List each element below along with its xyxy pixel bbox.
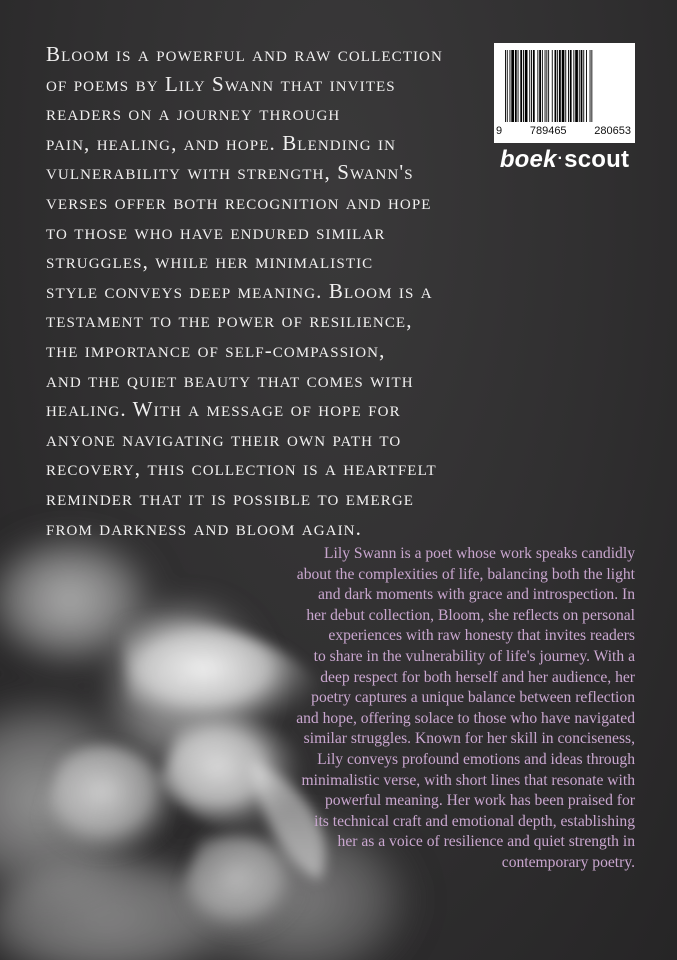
bio-line: experiences with raw honesty that invites readers — [328, 627, 635, 645]
isbn-number — [496, 125, 631, 139]
blurb-line: and the quiet beauty that comes with — [46, 367, 414, 392]
bio-line: her debut collection, Bloom, she reflects on personal — [306, 606, 635, 624]
publisher-name-part1: boek — [499, 146, 557, 173]
blurb-line: recovery, this collection is a heartfelt — [46, 456, 437, 481]
blurb-line: of poems by Lily Swann that invites — [46, 71, 396, 96]
blurb-line: anyone navigating their own path to — [46, 426, 402, 451]
bio-line: and dark moments with grace and introspection. In — [318, 586, 635, 604]
barcode-bar — [581, 50, 583, 122]
barcode-bar — [570, 50, 572, 122]
author-bio — [205, 544, 635, 874]
isbn-left-digits: 789465 — [529, 125, 567, 137]
bio-line: minimalistic verse, with short lines that resonate with — [301, 771, 635, 789]
barcode-bar — [520, 50, 522, 122]
barcode-bar — [515, 50, 517, 122]
barcode-bar — [559, 50, 561, 122]
bio-line: Lily conveys profound emotions and ideas through — [317, 750, 635, 768]
blurb-line: style conveys deep meaning. Bloom is a — [46, 278, 433, 303]
publisher-separator: · — [557, 150, 564, 167]
barcode-bar — [505, 50, 506, 122]
barcode-bar — [548, 50, 549, 122]
barcode-bar — [573, 50, 574, 122]
bio-line: to share in the vulnerability of life's journey. With a — [313, 647, 635, 665]
bio-line: powerful meaning. Her work has been praised for — [324, 792, 635, 810]
blurb-line: to those who have endured similar — [46, 219, 386, 244]
isbn-barcode — [494, 43, 635, 143]
barcode-bar — [518, 50, 519, 122]
book-blurb — [46, 40, 476, 543]
blurb-line: readers on a journey through — [46, 101, 341, 126]
bio-line: poetry captures a unique balance between reflection — [311, 689, 635, 707]
barcode-bar — [542, 50, 543, 122]
barcode-bar — [507, 50, 508, 122]
isbn-right-digits: 280653 — [594, 125, 631, 137]
publisher-logo — [494, 146, 635, 174]
blurb-line: healing. With a message of hope for — [46, 397, 401, 422]
blurb-line: struggles, while her minimalistic — [46, 249, 374, 274]
barcode-bar — [523, 50, 524, 122]
blurb-line: reminder that it is possible to emerge — [46, 485, 415, 510]
barcode-bar — [562, 50, 565, 122]
barcode-bar — [568, 50, 569, 122]
bio-line: deep respect for both herself and her audience, her — [320, 668, 635, 686]
bio-line: its technical craft and emotional depth, establishing — [314, 812, 635, 830]
barcode-bar — [545, 50, 546, 122]
barcode-bar — [586, 50, 587, 122]
barcode-bar — [557, 50, 558, 122]
barcode-bar — [546, 50, 547, 122]
blurb-line: testament to the power of resilience, — [46, 308, 413, 333]
bio-line: and hope, offering solace to those who have navigated — [296, 709, 635, 727]
barcode-bar — [575, 50, 578, 122]
bio-line: contemporary poetry. — [501, 853, 635, 871]
bio-line: her as a voice of resilience and quiet strength in — [337, 833, 635, 851]
barcode-bar — [537, 50, 538, 122]
barcode-bar — [552, 50, 553, 122]
bio-line: Lily Swann is a poet whose work speaks candidly — [324, 545, 635, 562]
barcode-bar — [511, 50, 514, 122]
isbn-lead-digit: 9 — [496, 125, 503, 137]
blurb-line: from darkness and bloom again. — [46, 515, 362, 540]
publisher-name-part2: scout — [564, 146, 630, 173]
barcode-bar — [590, 50, 591, 122]
bio-line: similar struggles. Known for her skill in conciseness, — [303, 730, 635, 748]
barcode-bar — [591, 50, 592, 122]
barcode-bar — [555, 50, 557, 122]
barcode-bar — [579, 50, 580, 122]
barcode-bar — [525, 50, 528, 122]
blurb-line: the importance of self-compassion, — [46, 337, 386, 362]
barcode-bars — [505, 50, 624, 122]
blurb-line: verses offer both recognition and hope — [46, 189, 432, 214]
blurb-line: vulnerability with strength, Swann's — [46, 160, 414, 185]
blurb-line: pain, healing, and hope. Blending in — [46, 130, 397, 155]
barcode-bar — [531, 50, 532, 122]
barcode-bar — [583, 50, 584, 122]
barcode-bar — [510, 50, 511, 122]
barcode-bar — [533, 50, 535, 122]
bio-line: about the complexities of life, balancing both the light — [296, 565, 635, 583]
blurb-line: Bloom is a powerful and raw collection — [46, 42, 443, 66]
barcode-bar — [539, 50, 541, 122]
barcode-bar — [529, 50, 530, 122]
barcode-bar — [565, 50, 566, 122]
